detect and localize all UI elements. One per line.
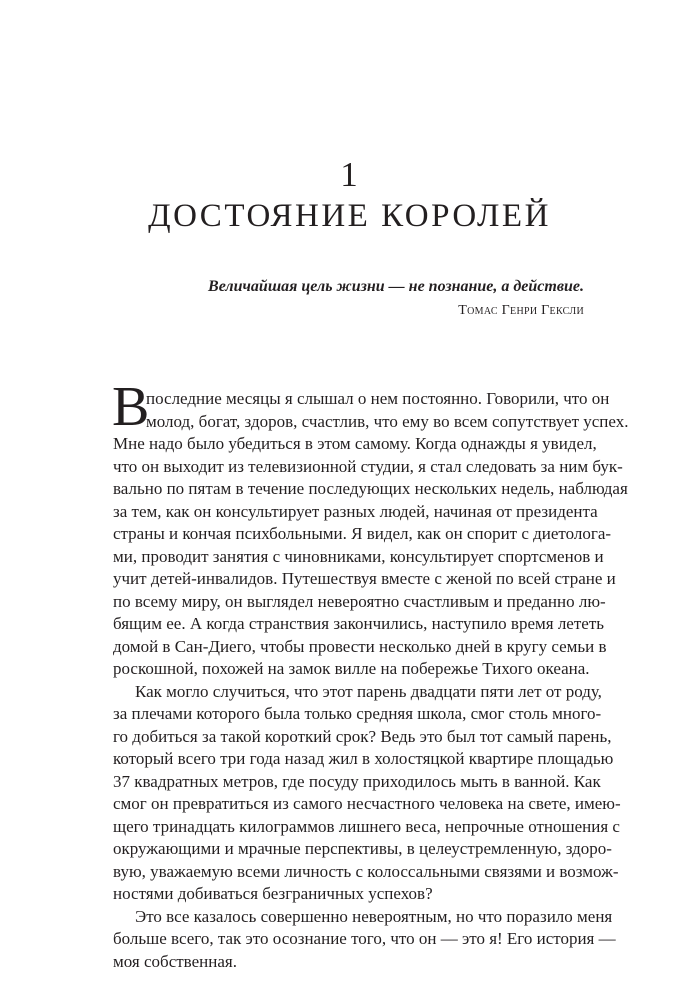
text-line: последние месяцы я слышал о нем постоянно. Говорили, что он xyxy=(146,389,610,408)
text-line: роскошной, похожей на замок вилле на побережье Тихого океана. xyxy=(113,659,590,678)
epigraph-quote: Величайшая цель жизни — не познание, а действие. xyxy=(208,278,584,295)
text-line: го добиться за такой короткий срок? Ведь это был тот самый парень, xyxy=(113,726,612,746)
text-line: Как могло случиться, что этот парень двадцати пяти лет от роду, xyxy=(135,681,602,701)
text-line: Мне надо было убедиться в этом самому. Когда однажды я увидел, xyxy=(113,434,597,453)
text-line: смог он превратиться из самого несчастного человека на свете, имею- xyxy=(113,794,621,813)
text-line: домой в Сан-Диего, чтобы провести несколько дней в кругу семьи в xyxy=(113,636,607,656)
text-line: страны и кончая психбольными. Я видел, как он спорит с диетолога- xyxy=(113,524,612,543)
text-line: ностями добиваться безграничных успехов? xyxy=(113,884,433,903)
text-line: вально по пятам в течение последующих нескольких недель, наблюдая xyxy=(113,479,628,498)
text-line: бящим ее. А когда странствия закончились, наступило время лететь xyxy=(113,614,605,633)
drop-cap: В xyxy=(112,376,150,438)
text-line: ми, проводит занятия с чиновниками, консультирует спортсменов и xyxy=(113,546,604,566)
text-line: который всего три года назад жил в холостяцкой квартире площадью xyxy=(113,749,614,768)
text-line: молод, богат, здоров, счастлив, что ему во всем сопутствует успех. xyxy=(146,411,629,431)
paragraph-1 xyxy=(113,388,629,681)
text-line: за тем, как он консультирует разных людей, начиная от президента xyxy=(113,501,598,521)
text-line: что он выходит из телевизионной студии, я стал следовать за ним бук- xyxy=(113,456,623,476)
text-line: по всему миру, он выглядел невероятно счастливым и преданно лю- xyxy=(113,591,606,611)
text-line: 37 квадратных метров, где посуду приходилось мыть в ванной. Как xyxy=(113,771,601,791)
body-text xyxy=(112,376,629,973)
paragraph-3 xyxy=(113,906,616,974)
text-line: учит детей-инвалидов. Путешествуя вместе с женой по всей стране и xyxy=(113,569,616,588)
text-line: за плечами которого была только средняя школа, смог столь много- xyxy=(113,704,602,723)
text-line: Это все казалось совершенно невероятным, но что поразило меня xyxy=(135,906,613,926)
epigraph-author: Томас Генри Гексли xyxy=(458,303,584,318)
text-line: моя собственная. xyxy=(113,951,237,971)
epigraph xyxy=(138,276,584,321)
chapter-title: ДОСТОЯНИЕ КОРОЛЕЙ xyxy=(148,198,551,234)
text-line: вую, уважаемую всеми личность с колоссальными связями и возмож- xyxy=(113,861,619,881)
chapter-number: 1 xyxy=(340,155,359,194)
text-line: щего тринадцать килограммов лишнего веса, непрочные отношения с xyxy=(113,816,620,836)
text-line: окружающими и мрачные перспективы, в целеустремленную, здоро- xyxy=(113,839,612,858)
text-line: больше всего, так это осознание того, что он — это я! Его история — xyxy=(113,929,616,948)
paragraph-2 xyxy=(113,681,621,906)
